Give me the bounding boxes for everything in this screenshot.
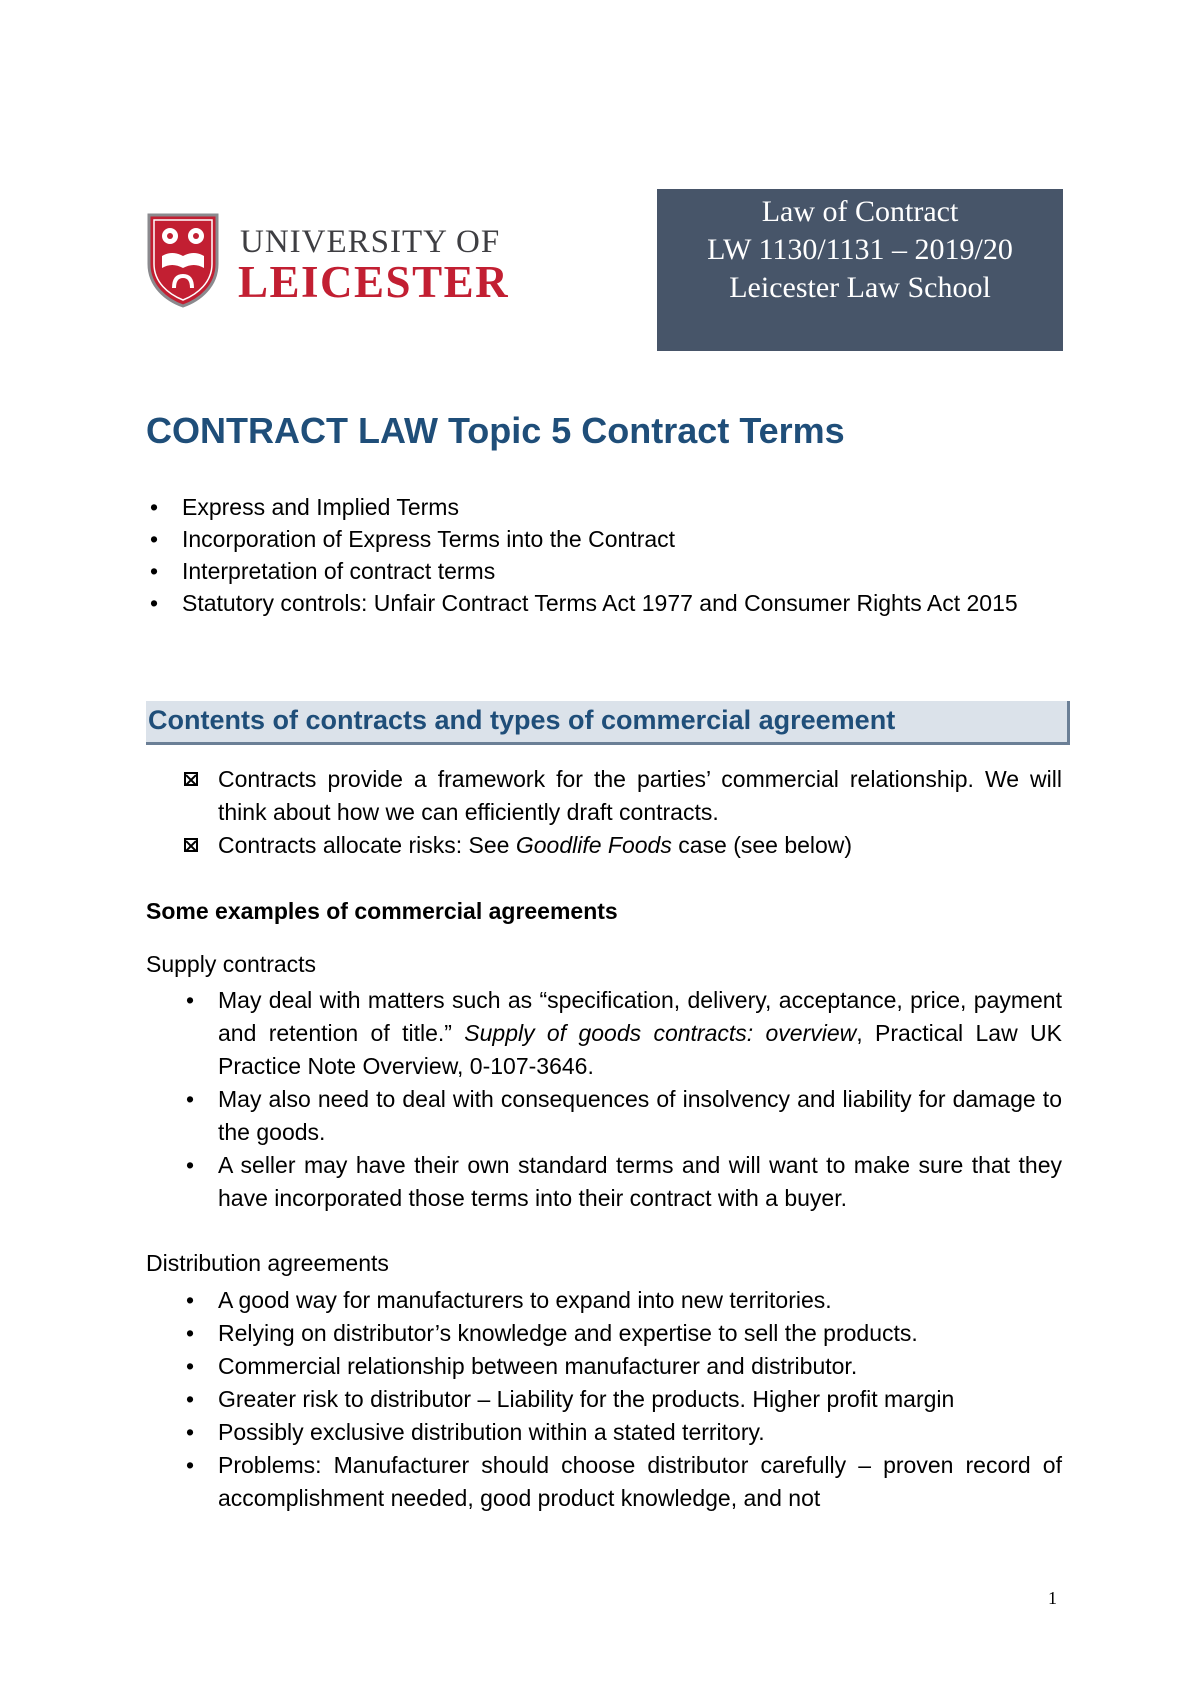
logo-text-university-of: UNIVERSITY OF (240, 224, 501, 260)
list-item (182, 829, 1062, 862)
list-item (182, 763, 1062, 829)
list-item: • Problems: Manufacturer should choose distributor carefully – proven record of accomplishment needed, good product knowledge, and not (182, 1449, 1062, 1515)
list-item: • Commercial relationship between manufacturer and distributor. (182, 1350, 1062, 1383)
list-item: • A good way for manufacturers to expand into new territories. (182, 1284, 1062, 1317)
distribution-heading: Distribution agreements (146, 1250, 389, 1276)
school-name: Leicester Law School (729, 271, 991, 304)
list-item: • Possibly exclusive distribution within a stated territory. (182, 1416, 1062, 1449)
distribution-list (182, 1284, 1062, 1515)
list-item: • Express and Implied Terms (146, 491, 1046, 523)
section-points (182, 763, 1062, 862)
list-item: • Greater risk to distributor – Liability for the products. Higher profit margin (182, 1383, 1062, 1416)
case-name: Goodlife Foods (515, 832, 672, 858)
point-text: Contracts provide a framework for the parties’ commercial relationship. We will think about how we can efficiently draft contracts. (218, 766, 1062, 825)
university-logo (146, 212, 510, 310)
list-item (182, 984, 1062, 1083)
checkbox-cross-icon (184, 772, 198, 786)
course-title: Law of Contract (761, 195, 959, 228)
shield-crest-icon (146, 212, 220, 308)
document-title: CONTRACT LAW Topic 5 Contract Terms (146, 410, 845, 451)
list-item: • Incorporation of Express Terms into the Contract (146, 523, 1046, 555)
item-text: May deal with matters such as “specification, delivery, acceptance, price, payment and retention of title.” (218, 987, 1062, 1046)
point-text: Contracts allocate risks: See (218, 832, 516, 858)
list-item: • Statutory controls: Unfair Contract Terms Act 1977 and Consumer Rights Act 2015 (146, 587, 1046, 619)
topic-list (146, 491, 1046, 619)
course-info-box (657, 189, 1063, 351)
logo-text-leicester: LEICESTER (238, 257, 510, 307)
supply-heading: Supply contracts (146, 951, 317, 977)
list-item: • Interpretation of contract terms (146, 555, 1046, 587)
checkbox-cross-icon (184, 838, 198, 852)
supply-list (182, 984, 1062, 1215)
point-text: case (see below) (671, 832, 853, 858)
list-item: • A seller may have their own standard terms and will want to make sure that they have incorporated those terms into their contract with a buyer. (182, 1149, 1062, 1215)
page-number: 1 (1048, 1588, 1057, 1608)
item-text: , Practical Law UK Practice Note Overview, 0-107-3646. (218, 1020, 1062, 1079)
list-item: • May also need to deal with consequences of insolvency and liability for damage to the goods. (182, 1083, 1062, 1149)
section-heading (146, 701, 1070, 745)
examples-heading: Some examples of commercial agreements (146, 898, 618, 924)
section-heading-text: Contents of contracts and types of commercial agreement (148, 705, 896, 735)
source-title: Supply of goods contracts: overview (464, 1020, 857, 1046)
list-item: • Relying on distributor’s knowledge and expertise to sell the products. (182, 1317, 1062, 1350)
course-code: LW 1130/1131 – 2019/20 (707, 233, 1013, 266)
